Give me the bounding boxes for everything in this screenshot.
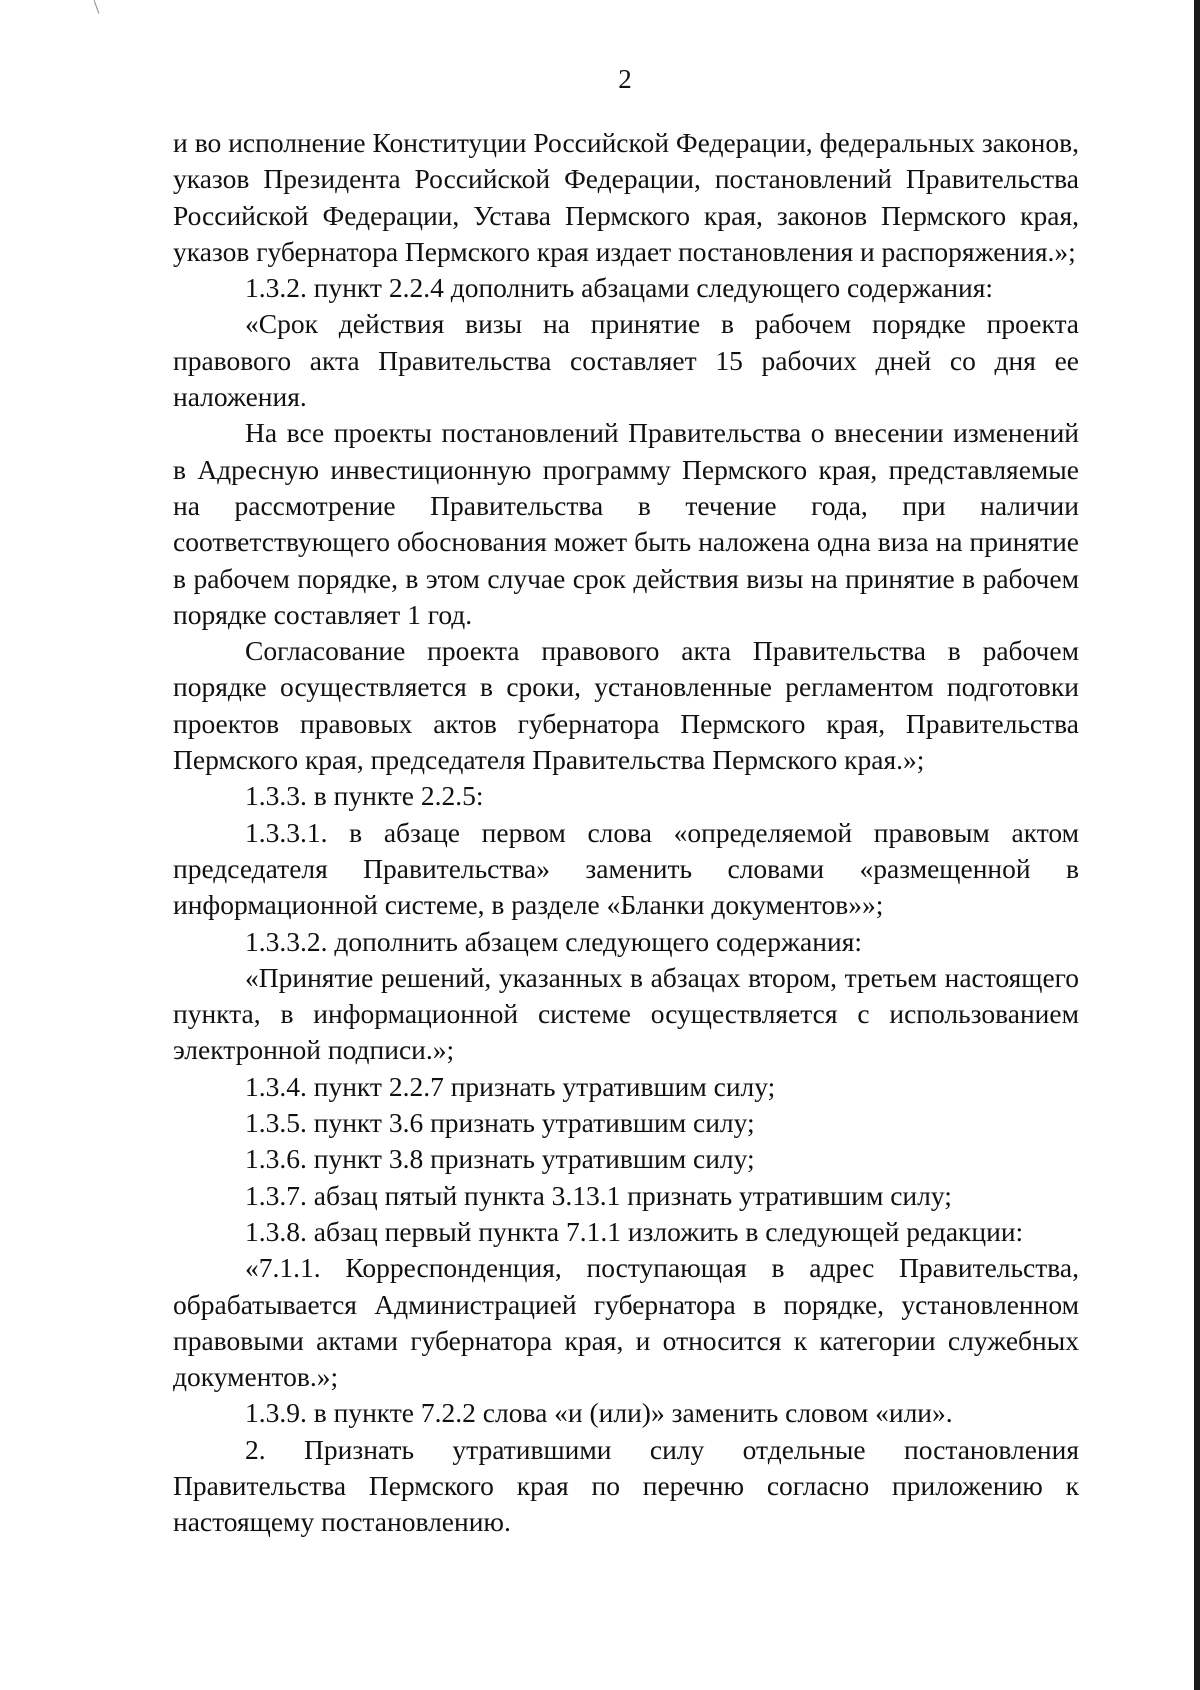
paragraph: «7.1.1. Корреспонденция, поступающая в адрес Правительства, обрабатывается Администрацией губернатора в порядке, установленном правовыми актами губернатора края, и относится к категории служебных документов.»; bbox=[173, 1252, 1079, 1393]
document-body bbox=[173, 125, 1079, 1541]
paragraph: 1.3.3.2. дополнить абзацем следующего содержания: bbox=[245, 925, 862, 957]
paragraph: Согласование проекта правового акта Правительства в рабочем порядке осуществляется в сроки, установленные регламентом подготовки проектов правовых актов губернатора Пермского края, Правительства Пермского края, председателя Правительства Пермского края.»; bbox=[173, 635, 1079, 776]
page-number: 2 bbox=[618, 64, 632, 94]
paragraph: 2. Признать утратившими силу отдельные постановления Правительства Пермского края по перечню согласно приложению к настоящему постановлению. bbox=[173, 1433, 1079, 1538]
paragraph: 1.3.9. в пункте 7.2.2 слова «и (или)» заменить словом «или». bbox=[245, 1397, 953, 1429]
scan-mark bbox=[94, 0, 100, 13]
paragraph: 1.3.4. пункт 2.2.7 признать утратившим силу; bbox=[245, 1070, 776, 1102]
paragraph: 1.3.5. пункт 3.6 признать утратившим силу; bbox=[245, 1107, 755, 1139]
paragraph: 1.3.3.1. в абзаце первом слова «определяемой правовым актом председателя Правительства» заменить словами «размещенной в информационной системе, в разделе «Бланки документов»»; bbox=[173, 816, 1079, 921]
paragraph: 1.3.6. пункт 3.8 признать утратившим силу; bbox=[245, 1143, 755, 1175]
paragraph: 1.3.8. абзац первый пункта 7.1.1 изложить в следующей редакции: bbox=[245, 1215, 1024, 1247]
paragraph: 1.3.7. абзац пятый пункта 3.13.1 признать утратившим силу; bbox=[245, 1179, 952, 1211]
paragraph: 1.3.3. в пункте 2.2.5: bbox=[245, 780, 484, 812]
paragraph: и во исполнение Конституции Российской Федерации, федеральных законов, указов Президента Российской Федерации, постановлений Правительства Российской Федерации, Устава Пермского края, законов Пермского края, указов губернатора Пермского края издает постановления и распоряжения.»; bbox=[173, 127, 1079, 267]
paragraph: «Срок действия визы на принятие в рабочем порядке проекта правового акта Правительства составляет 15 рабочих дней со дня ее наложения. bbox=[173, 308, 1079, 413]
paragraph: «Принятие решений, указанных в абзацах втором, третьем настоящего пункта, в информационной системе осуществляется с использованием электронной подписи.»; bbox=[173, 961, 1079, 1066]
paragraph: На все проекты постановлений Правительства о внесении изменений в Адресную инвестиционную программу Пермского края, представляемые на рассмотрение Правительства в течение года, при наличии соответствующего обоснования может быть наложена одна виза на принятие в рабочем порядке, в этом случае срок действия визы на принятие в рабочем порядке составляет 1 год. bbox=[173, 417, 1079, 630]
paragraph: 1.3.2. пункт 2.2.4 дополнить абзацами следующего содержания: bbox=[245, 272, 994, 304]
